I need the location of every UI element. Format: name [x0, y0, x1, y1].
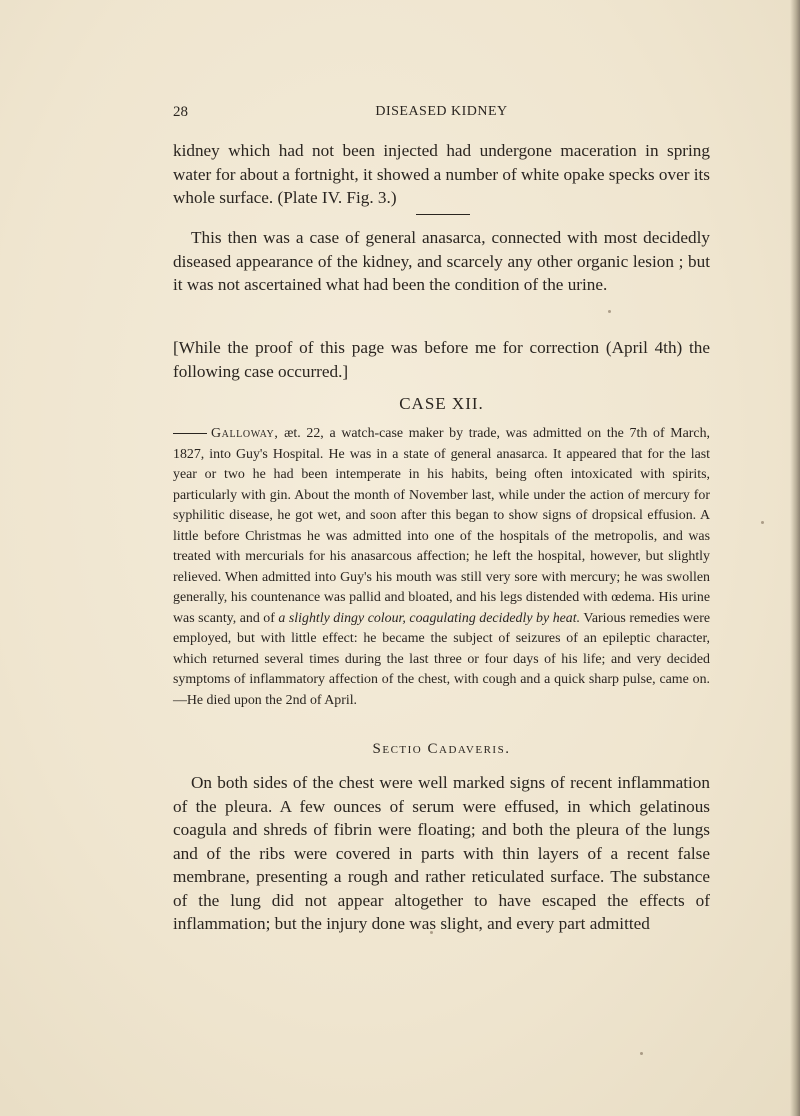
paragraph-text: kidney which had not been injected had undergone maceration in spring water for about a fortnight, it showed a number of white opake specks over its whole surface. (Plate IV. Fig. 3.) — [173, 141, 710, 207]
paragraph-anasarca — [173, 226, 710, 297]
paragraph-text: This then was a case of general anasarca, connected with most decidedly diseased appearance of the kidney, and scarcely any other organic lesion ; but it was not ascertained what had been the condition of the urine. — [173, 228, 710, 294]
paragraph-text: On both sides of the chest were well marked signs of recent inflammation of the pleura. A few ounces of serum were effused, in which gelatinous coagula and shreds of fibrin were floating; and both the pleura of the lungs and of the ribs were covered in parts with thin layers of a recent false membrane, presenting a rough and rather reticulated surface. The substance of the lung did not appear altogether to have escaped the effects of inflammation; but the injury done was slight, and every part admitted — [173, 773, 710, 933]
case-heading: CASE XII. — [399, 394, 484, 413]
running-head — [173, 104, 710, 124]
case-report — [173, 424, 710, 711]
sectio-heading: Sectio Cadaveris. — [372, 741, 511, 757]
paper-speck — [761, 521, 764, 524]
case-text-part1: æt. 22, a watch-case maker by trade, was admitted on the 7th of March, 1827, into Guy's Hospital. He was in a state of general anasarca. It appeared that for the last year or two he had been intemperate in his habits, being often intoxicated with spirits, particularly with gin. About the month of November last, while under the action of mercury for syphilitic disease, he got wet, and soon after this began to show signs of dropsical effusion. A little before Christmas he was admitted into one of the hospitals of the metropolis, and was treated with mercurials for his anasarcous affection; he left the hospital, however, but slightly relieved. When admitted into Guy's his mouth was still very sore with mercury; he was swollen generally, his countenance was pallid and bloated, and his legs distended with œdema. His urine was scanty, and of — [173, 426, 710, 626]
case-text-italic: a slightly dingy colour, coagulating decidedly by heat. — [278, 610, 581, 626]
paper-speck — [640, 1052, 643, 1055]
case-report-text — [173, 424, 710, 711]
paper-speck — [608, 310, 611, 313]
paper-speck — [430, 931, 433, 934]
paragraph-sectio — [173, 771, 710, 936]
em-dash-rule — [173, 433, 207, 434]
running-title: DISEASED KIDNEY — [375, 104, 508, 119]
page-edge-shadow — [790, 0, 800, 1116]
case-text-part2: Various remedies were employed, but with little effect: he became the subject of seizures of an epileptic character, which returned several times during the last three or four days of his life; and very decided symptoms of inflammatory affection of the chest, with cough and a quick sharp pulse, came on.—He died upon the 2nd of April. — [173, 610, 710, 708]
paragraph-text: [While the proof of this page was before me for correction (April 4th) the following case occurred.] — [173, 338, 710, 381]
paragraph-continuation — [173, 139, 710, 210]
patient-name: Galloway, — [211, 426, 279, 441]
section-divider — [416, 214, 470, 215]
page-number: 28 — [173, 104, 188, 120]
paragraph-bracket-note — [173, 336, 710, 383]
